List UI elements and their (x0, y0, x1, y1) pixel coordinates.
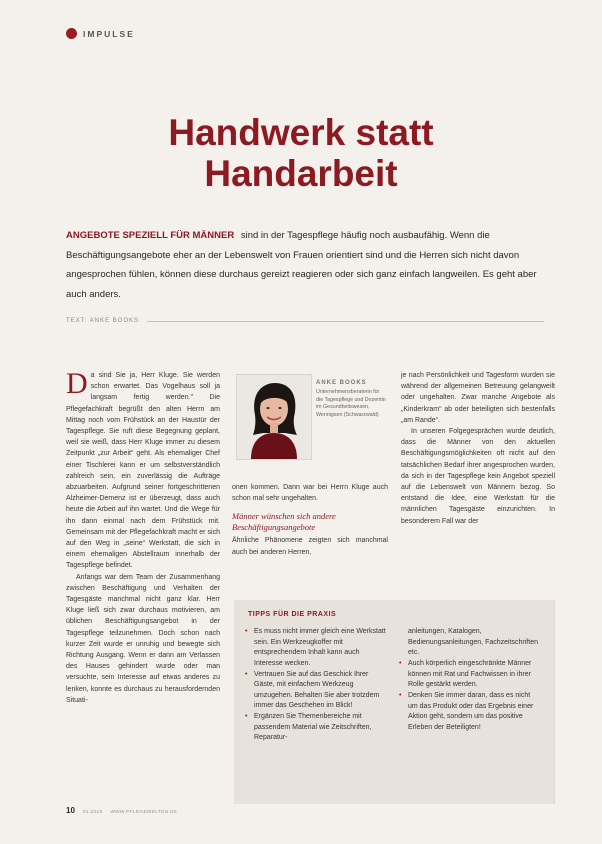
section-label: IMPULSE (83, 28, 135, 39)
tips-list (398, 627, 541, 733)
tips-list (244, 627, 387, 744)
body-column-middle (232, 482, 388, 558)
body-paragraph: onen kommen. Dann war bei Herrn Kluge auch schon mal sehr ungehalten. (232, 484, 388, 503)
headline-line-1: Handwerk statt (168, 112, 434, 153)
subheading: Männer wünschen sich andere Beschäftigungsangebote (232, 511, 336, 533)
tip-item: • Ergänzen Sie Themenbereiche mit passendem Material wie Zeitschriften, Reparatur- (244, 712, 387, 744)
author-bio: Unternehmensberaterin für die Tagespflege und Dozentin im Gesundheitswesen, Wennigsen (Schwarzwald) (316, 389, 386, 418)
tips-heading: TIPPS FÜR DIE PRAXIS (248, 611, 337, 618)
body-paragraph: In unseren Folgegesprächen wurde deutlich, dass die Männer von den aktuellen Beschäftigungsmöglichkeiten oft nicht auf den tatsächlichen Bedarf ihrer angesprochen wurden, da sich in der Tagespflege kein Angebot speziell auf die Lebenswelt von Männern bezog. So entstand die Idee, eine Werkstatt für die männlichen Tagesgäste einzurichten. In besonderem Fall war der (401, 428, 555, 525)
author-portrait-icon (237, 375, 311, 459)
body-column-right (401, 370, 555, 527)
body-paragraph: Anfangs war dem Team der Zusammenhang zwischen Beschäftigung und Verhalten der Tagesgäste manchmal nicht ganz klar. Herr Kluge ließ sich zwar durchaus motivieren, am üblichen Beschäftigungsangebot in der Tagespflege teilzunehmen. Doch schon nach kurzer Zeit wurde er unruhig und bewegte sich Richtung Ausgang. Wenn er dann am Verlassen des Hauses gehindert wurde oder man versuchte, sein Interesse auf etwas anderes zu lenken, konnte es durchaus zu herausfordernden Situati- (66, 573, 220, 704)
tip-item-continued: anleitungen, Katalogen, Bedienungsanleitungen, Fachzeitschriften etc. (408, 628, 538, 656)
tips-column-right (398, 627, 541, 734)
author-box (232, 370, 388, 466)
section-dot-icon (66, 28, 77, 39)
tip-item: • Denken Sie immer daran, dass es nicht um das Produkt oder das Ergebnis einer Aktion geht, sondern um das positive Erleben der Beteiligten! (398, 691, 541, 733)
body-paragraph: je nach Persönlichkeit und Tagesform wurden sie während der allgemeinen Betreuung gelangweilt oder ungehalten. Zwar manche Angebote als „Kinderkram“ ab oder beteiligten sich bestenfalls „am Rande“. (401, 372, 555, 424)
tips-box (234, 600, 555, 804)
tip-item: • Vertrauen Sie auf das Geschick Ihrer Gäste, mit einfachem Werkzeug umzugehen. Behalten Sie aber trotzdem immer das Geschehen im Blick! (244, 670, 387, 712)
tip-item: • Es muss nicht immer gleich eine Werkstatt sein. Ein Werkzeugkoffer mit entsprechendem Inhalt kann auch Interesse wecken. (244, 627, 387, 669)
body-paragraph: Ähnliche Phänomene zeigten sich manchmal auch bei anderen Herren, (232, 537, 388, 556)
byline-row (66, 318, 544, 324)
tip-item: • Auch körperlich eingeschränkte Männer können mit Rat und Fachwissen in ihrer Rolle gestärkt werden. (398, 659, 541, 691)
page-number: 10 (66, 806, 75, 815)
body-text: a sind Sie ja, Herr Kluge. Sie werden schon erwartet. Das Vogelhaus soll ja langsam fertig werden." Die Pflegefachkraft begrüßt den alten Herrn am Mittag noch vom Frühstück an der Haustür der Tagespflege. Sie ruft diese Begegnung geplant, weil sie weiß, dass Herr Kluge immer zu diesem Zeitpunkt „zur Arbeit“ geht. Als ehemaliger Chef einer Tischlerei kann er um selbstverständlich zahlreich sein, ein zuverlässig die Aufträge abzuarbeiten. Aufgrund seiner fortgeschrittenen Alzheimer-Demenz ist er überzeugt, dass auch heute die Arbeit auf ihn wartet. Und die Wege für ihn dann einmal nach dem Frühstück mit. Gemeinsam mit der Pflegefachkraft macht er sich auf den Weg in „seine“ Werkstatt, die sich in einem ehemaligen Abstellraum innerhalb der Tagespflege befindet. (66, 372, 220, 570)
lead-text: sind in der Tagespflege häufig noch ausbaufähig. Wenn die Beschäftigungsangebote eher an der Lebenswelt von Frauen orientiert sind und die Herren sich nicht davon angesprochen fühlen, können diese durchaus gereizt reagieren oder sich ganz einfach langweilen. Es geht aber auch anders. (66, 230, 537, 300)
body-column-left (66, 367, 220, 706)
issue-label: 01.2019 (82, 810, 103, 815)
page-footer (66, 806, 177, 815)
headline-line-2: Handarbeit (204, 153, 398, 194)
lead-kicker: ANGEBOTE SPEZIELL FÜR MÄNNER (66, 230, 235, 241)
body-paragraph (66, 367, 220, 572)
section-tag (66, 28, 135, 39)
byline: TEXT: ANKE BOOKS (66, 318, 140, 324)
lead-paragraph (66, 226, 544, 304)
author-name: ANKE BOOKS (316, 380, 367, 386)
byline-divider (147, 321, 544, 322)
author-photo (236, 374, 312, 460)
headline (60, 112, 542, 194)
footer-url: WWW.PFLEGEWELTEN.DE (110, 810, 178, 815)
author-info (316, 380, 386, 419)
tips-column-left (244, 627, 387, 744)
drop-cap: D (66, 367, 88, 400)
